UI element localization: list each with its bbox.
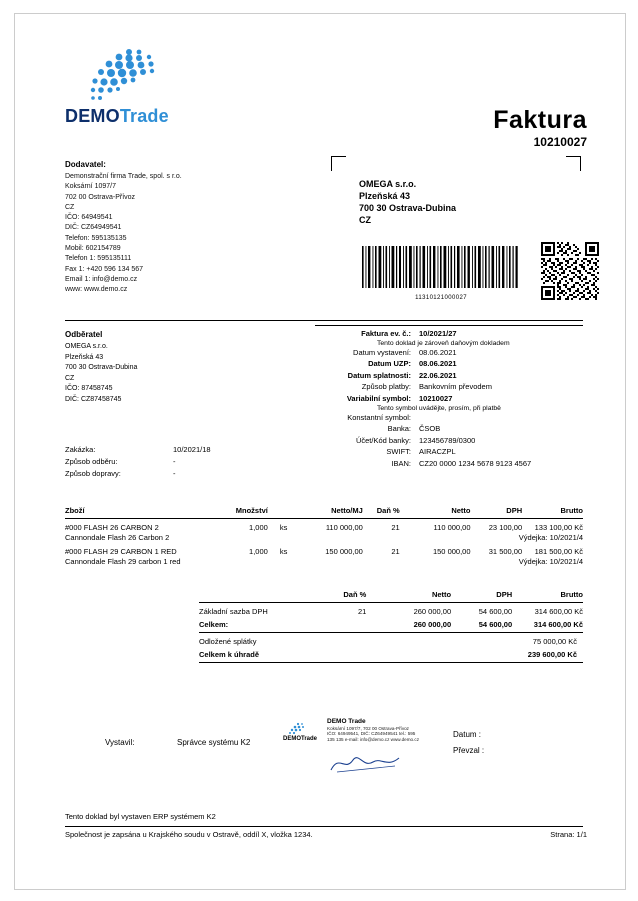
- meta-label: IBAN:: [391, 458, 411, 468]
- totals-base-row: [199, 603, 583, 616]
- items-header-row: [65, 506, 583, 518]
- supplier-line: www: www.demo.cz: [65, 286, 128, 294]
- item-vat: 31 500,00: [488, 547, 523, 556]
- item-gross: 181 500,00 Kč: [534, 547, 583, 556]
- table-row: [65, 519, 583, 545]
- supplier-line: 702 00 Ostrava-Přívoz: [65, 193, 136, 201]
- supplier-line: Demonstrační firma Trade, spol. s r.o.: [65, 173, 182, 180]
- totals-base-vat: 54 600,00: [478, 607, 513, 616]
- meta-row: [315, 358, 583, 370]
- recipient-line: OMEGA s.r.o.: [359, 179, 417, 189]
- supplier-line: Fax 1: +420 596 134 567: [65, 265, 144, 273]
- totals-sum-gross: 314 600,00 Kč: [533, 620, 583, 629]
- col-qty: Množství: [235, 506, 268, 515]
- meta-row: [315, 328, 583, 340]
- item-net: 110 000,00: [433, 523, 471, 532]
- meta-value: Bankovním převodem: [419, 382, 492, 392]
- totals-col-vat: DPH: [496, 590, 513, 599]
- totals-sum-label: Celkem:: [199, 620, 229, 629]
- meta-label: Konstantní symbol:: [347, 412, 411, 422]
- brand-logo-text: [65, 106, 169, 127]
- brand-trade: Trade: [119, 106, 169, 126]
- deferred-label: Odložené splátky: [199, 637, 257, 646]
- invoice-content: [53, 34, 587, 839]
- meta-note: Tento doklad je zároveň daňovým dokladem: [377, 339, 510, 347]
- meta-label: Datum vystavení:: [353, 347, 411, 357]
- supplier-line: Koksární 1097/7: [65, 183, 116, 191]
- item-gross: 133 100,00 Kč: [534, 523, 583, 532]
- item-description: Cannondale Flash 29 carbon 1 red: [65, 557, 181, 566]
- order-row: [65, 456, 305, 468]
- item-tax: 21: [391, 547, 400, 556]
- order-value: -: [173, 457, 176, 466]
- buyer-line: CZ: [65, 374, 75, 382]
- invoice-meta-block: [315, 328, 583, 470]
- crop-mark-top-left: [331, 156, 346, 171]
- buyer-line: DIČ: CZ87458745: [65, 395, 122, 403]
- due-value: 239 600,00 Kč: [527, 650, 577, 659]
- item-net-unit: 150 000,00: [325, 547, 363, 556]
- item-code: #000 FLASH 29 CARBON 1 RED: [65, 547, 177, 556]
- order-value: -: [173, 469, 176, 478]
- meta-value: 123456789/0300: [419, 435, 476, 445]
- barcode-number: 11310121000027: [415, 295, 467, 301]
- totals-col-tax: Daň %: [343, 590, 367, 599]
- item-tax: 21: [391, 523, 400, 532]
- meta-divider: [315, 325, 583, 326]
- meta-value: 08.06.2021: [419, 359, 457, 369]
- footer-left-text: Společnost je zapsána u Krajského soudu v Ostravě, oddíl X, vložka 1234.: [65, 830, 313, 839]
- footer-note: Tento doklad byl vystaven ERP systémem K2: [65, 812, 216, 821]
- item-unit: ks: [279, 523, 288, 532]
- totals-header-row: [199, 590, 583, 599]
- meta-row: [315, 435, 583, 447]
- order-label: Způsob odběru:: [65, 457, 118, 466]
- meta-value: 10/2021/27: [419, 329, 457, 338]
- meta-label: Datum UZP:: [368, 359, 411, 369]
- order-info-block: [65, 444, 305, 480]
- divider-top: [65, 320, 583, 321]
- item-note: Výdejka: 10/2021/4: [518, 533, 583, 542]
- deferred-row: [199, 633, 583, 646]
- supplier-block: [65, 160, 295, 296]
- deferred-value: 75 000,00 Kč: [532, 637, 577, 646]
- col-goods: Zboží: [65, 506, 85, 515]
- buyer-line: IČO: 87458745: [65, 385, 113, 392]
- supplier-heading: Dodavatel:: [65, 160, 106, 169]
- order-label: Zakázka:: [65, 445, 96, 454]
- received-label: Převzal :: [453, 746, 485, 755]
- barcode-icon: [361, 246, 519, 288]
- meta-label: SWIFT:: [386, 447, 411, 457]
- due-label: Celkem k úhradě: [199, 650, 260, 659]
- item-code: #000 FLASH 26 CARBON 2: [65, 523, 159, 532]
- supplier-line: CZ: [65, 203, 75, 211]
- meta-label: Způsob platby:: [361, 382, 411, 392]
- stamp-mini-logo: DEMOTrade: [283, 736, 318, 742]
- meta-row: [315, 458, 583, 470]
- qr-code-icon: [541, 242, 599, 300]
- meta-row: [315, 423, 583, 435]
- issued-by-label: Vystavil:: [105, 738, 135, 747]
- meta-note: Tento symbol uvádějte, prosím, při platbě: [377, 404, 501, 412]
- stamp-title: DEMO Trade: [327, 718, 366, 725]
- totals-col-net: Netto: [431, 590, 452, 599]
- item-unit: ks: [279, 547, 288, 556]
- handwritten-signature-icon: [329, 752, 409, 774]
- buyer-block: [65, 330, 285, 405]
- totals-col-gross: Brutto: [560, 590, 583, 599]
- table-row: [65, 545, 583, 569]
- supplier-line: Telefon 1: 595135111: [65, 255, 132, 263]
- totals-base-net: 260 000,00: [413, 607, 452, 616]
- item-description: Cannondale Flash 26 Carbon 2: [65, 533, 170, 542]
- buyer-heading: Odběratel: [65, 330, 103, 339]
- col-gross: Brutto: [560, 506, 583, 515]
- totals-sum-net: 260 000,00: [413, 620, 452, 629]
- meta-value: [419, 412, 583, 424]
- meta-value: ČSOB: [419, 424, 441, 434]
- items-table: [65, 506, 583, 569]
- order-label: Způsob dopravy:: [65, 469, 121, 478]
- meta-row: [315, 347, 583, 359]
- meta-value: AIRACZPL: [419, 447, 456, 457]
- buyer-line: 700 30 Ostrava-Dubina: [65, 364, 138, 371]
- company-stamp: [283, 716, 423, 774]
- buyer-line: Plzeňská 43: [65, 353, 104, 361]
- document-number: 10210027: [533, 135, 587, 149]
- order-row: [65, 468, 305, 480]
- totals-divider-3: [199, 662, 583, 663]
- brand-demo: DEMO: [65, 106, 120, 126]
- item-net-unit: 110 000,00: [325, 523, 363, 532]
- supplier-line: Email 1: info@demo.cz: [65, 275, 138, 283]
- meta-row: [315, 393, 583, 405]
- item-qty: 1,000: [249, 547, 268, 556]
- item-net: 150 000,00: [432, 547, 471, 556]
- col-vat: DPH: [506, 506, 523, 515]
- buyer-line: OMEGA s.r.o.: [65, 343, 108, 350]
- meta-label: Účet/Kód banky:: [355, 435, 411, 445]
- barcode-block: [361, 246, 521, 301]
- totals-base-label: Základní sazba DPH: [199, 607, 268, 616]
- meta-row: [315, 412, 583, 424]
- logo-dots-icon: [77, 48, 187, 104]
- item-qty: 1,000: [249, 523, 268, 532]
- issued-by-value: Správce systému K2: [177, 738, 251, 747]
- invoice-sheet: [14, 13, 626, 890]
- recipient-line: Plzeňská 43: [359, 191, 411, 201]
- meta-label: Faktura ev. č.:: [361, 329, 411, 338]
- supplier-line: Mobil: 602154789: [65, 245, 121, 253]
- due-row: [199, 646, 583, 659]
- stamp-body: Koksární 1097/7, 702 00 Ostrava-Přívoz IČO: 64949541, DIČ: CZ64949541 tel.: 595 135 135 e-mail: info@demo.cz www.demo.cz: [327, 726, 419, 742]
- footer-divider: [65, 826, 583, 827]
- totals-table: [199, 590, 583, 663]
- item-vat: 23 100,00: [488, 523, 523, 532]
- meta-label: Banka:: [387, 424, 411, 434]
- col-net-unit: Netto/MJ: [331, 506, 363, 515]
- totals-base-gross: 314 600,00 Kč: [534, 607, 583, 616]
- meta-row: [315, 446, 583, 458]
- col-tax: Daň %: [376, 506, 400, 515]
- footer-page-number: Strana: 1/1: [550, 830, 587, 839]
- date-label: Datum :: [453, 730, 482, 739]
- meta-value: 08.06.2021: [419, 347, 457, 357]
- meta-label: Datum splatnosti:: [347, 370, 411, 380]
- supplier-line: IČO: 64949541: [65, 214, 113, 222]
- recipient-address-block: [331, 156, 581, 228]
- meta-value: 22.06.2021: [419, 370, 457, 380]
- supplier-line: Telefon: 595135135: [65, 234, 127, 242]
- recipient-line: CZ: [359, 215, 371, 225]
- stamp-dots-icon: [287, 722, 311, 736]
- item-note: Výdejka: 10/2021/4: [518, 557, 583, 566]
- meta-label: Variabilní symbol:: [346, 393, 411, 403]
- recipient-line: 700 30 Ostrava-Dubina: [359, 203, 457, 213]
- meta-value: CZ20 0000 1234 5678 9123 4567: [419, 458, 532, 468]
- order-value: 10/2021/18: [173, 445, 211, 454]
- page-title: Faktura: [493, 106, 587, 134]
- recipient-address-lines: [359, 178, 456, 226]
- totals-base-tax: 21: [357, 607, 367, 616]
- totals-sum-row: [199, 616, 583, 629]
- meta-value: 10210027: [419, 393, 453, 403]
- supplier-line: DIČ: CZ64949541: [65, 224, 122, 232]
- crop-mark-top-right: [566, 156, 581, 171]
- order-row: [65, 444, 305, 456]
- meta-row: [315, 381, 583, 393]
- col-net: Netto: [451, 506, 471, 515]
- meta-row: [315, 370, 583, 382]
- totals-sum-vat: 54 600,00: [478, 620, 513, 629]
